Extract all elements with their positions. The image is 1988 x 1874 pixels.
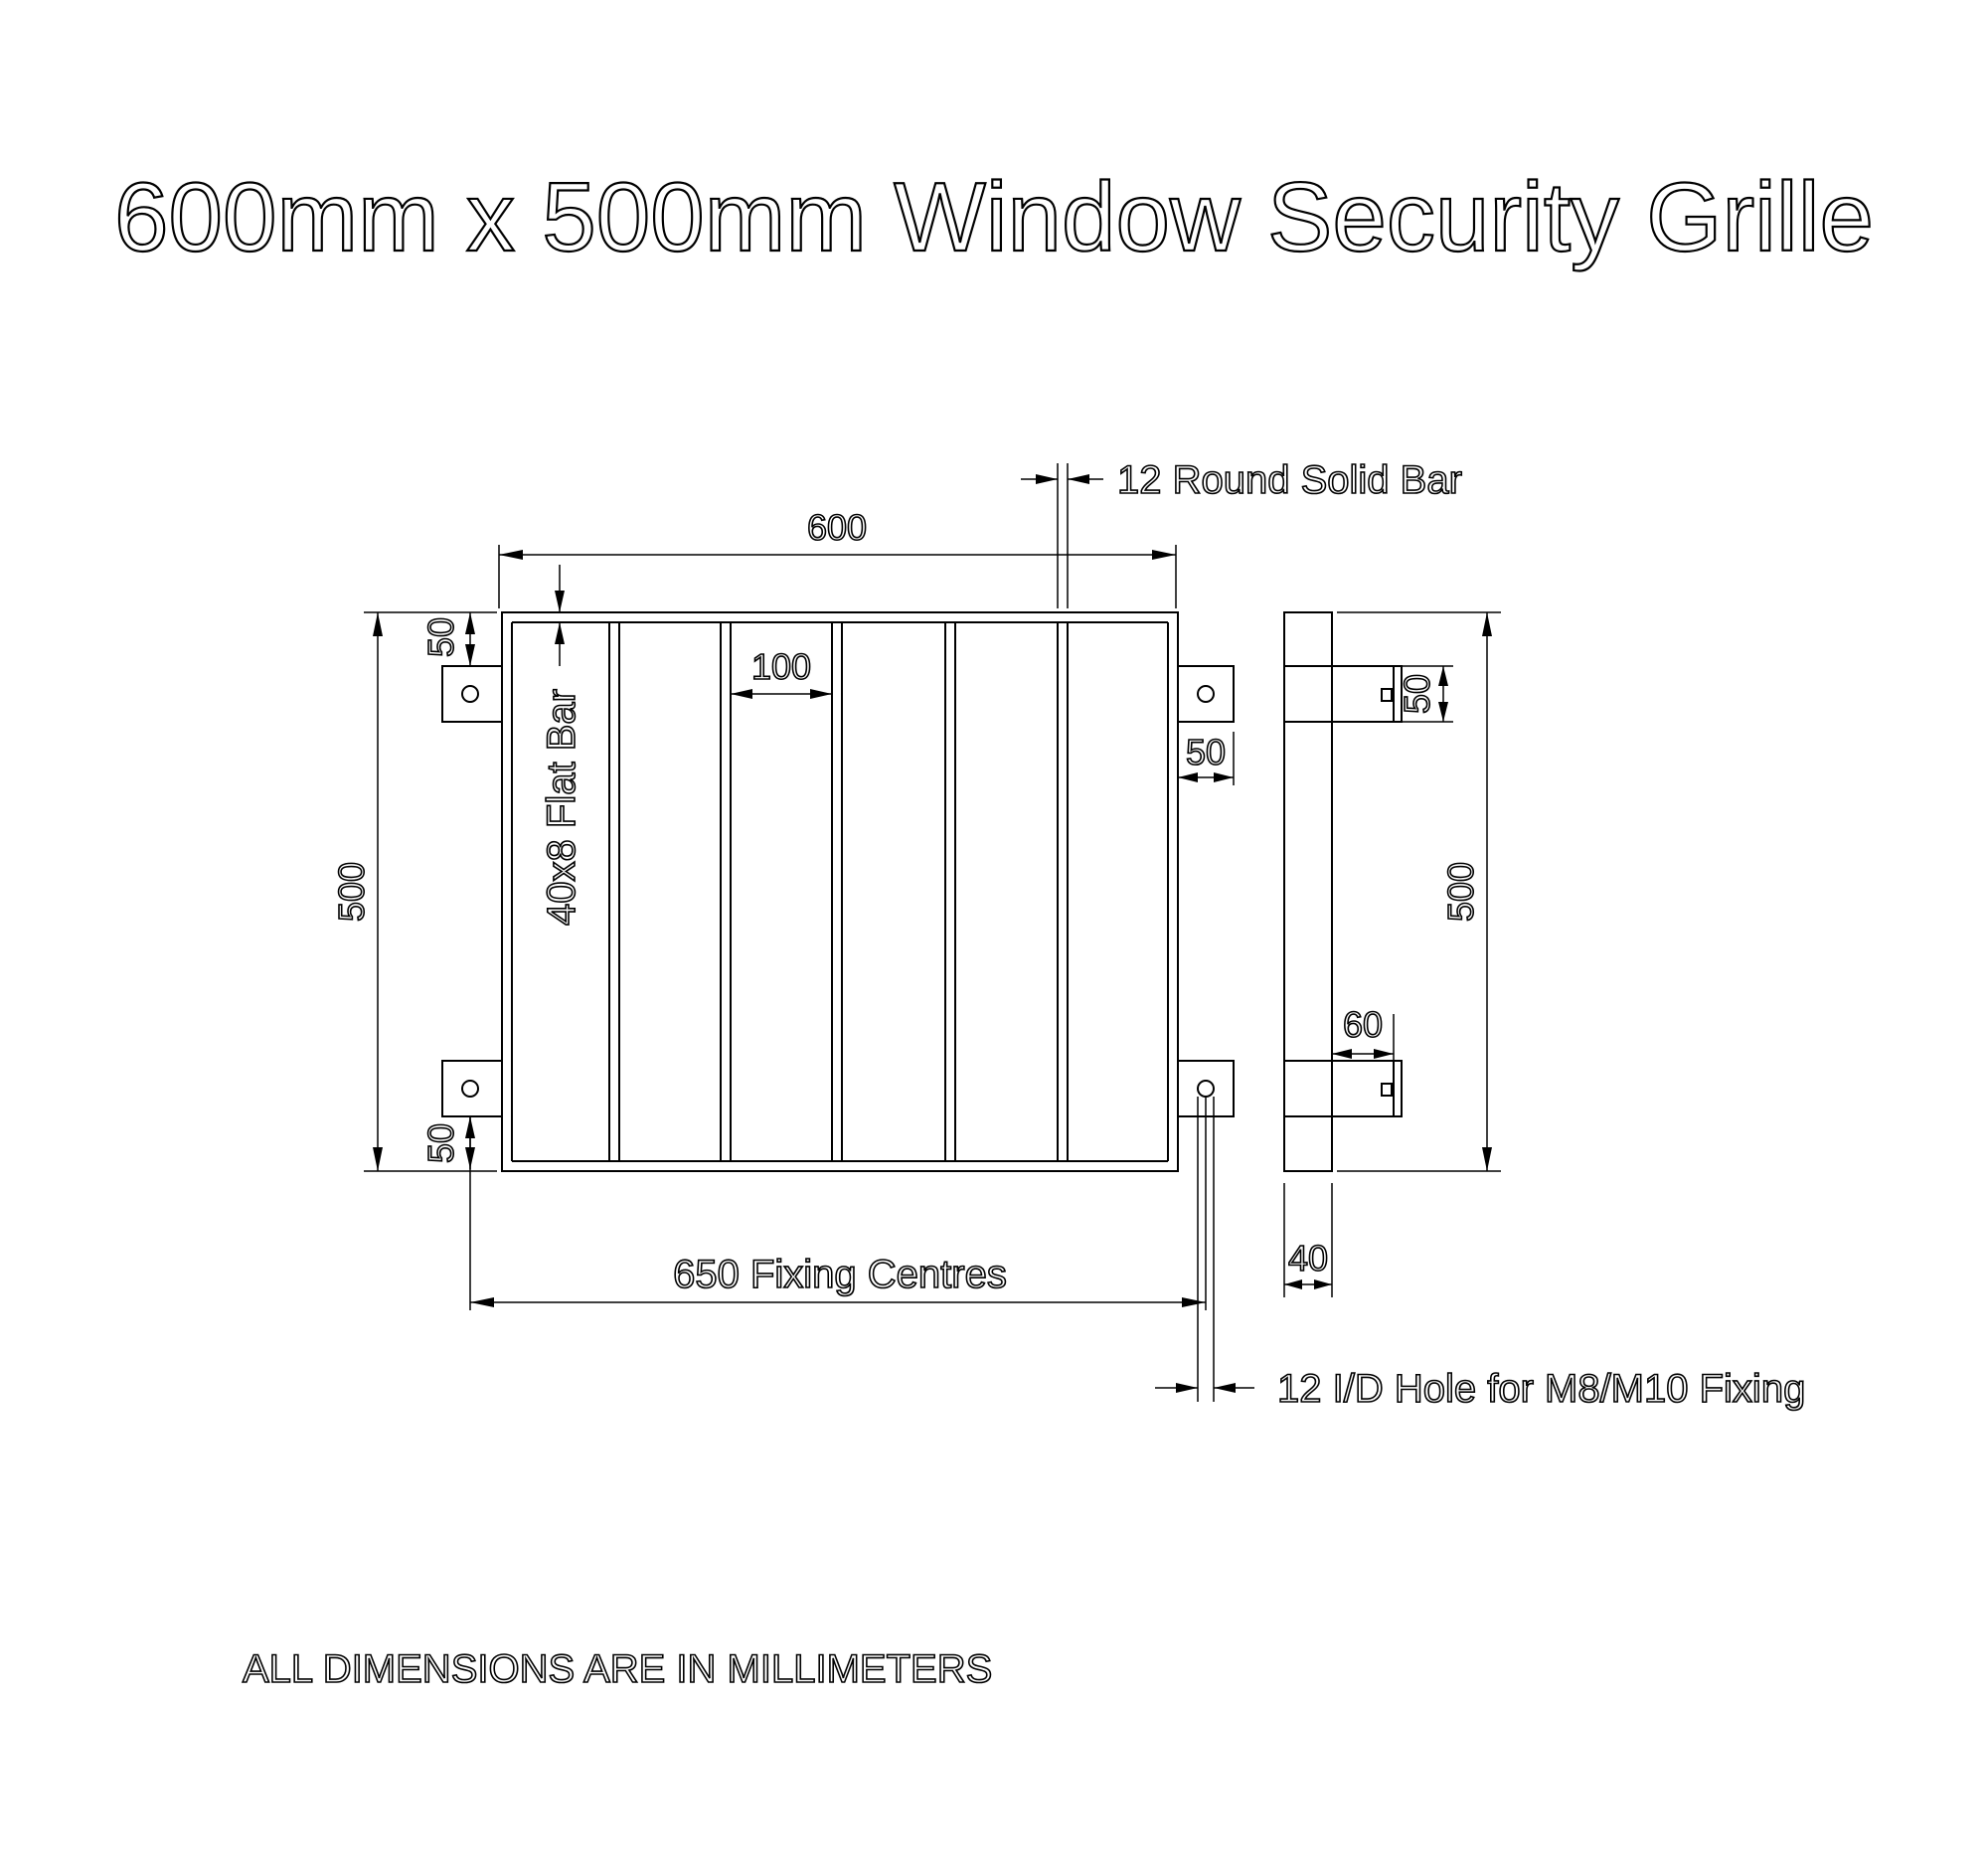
lug-bottom-left (442, 1061, 502, 1116)
side-frame-label: 40 (1287, 1238, 1329, 1278)
fixing-hole (462, 1081, 478, 1097)
fixing-hole (1198, 686, 1214, 702)
lug-top-left (442, 666, 502, 722)
vertical-bar (832, 622, 842, 1161)
dim-side-lug-50 (1397, 666, 1453, 722)
dim-top-offset-50 (420, 612, 475, 666)
side-lug-bottom (1394, 1061, 1402, 1116)
vertical-bar (609, 622, 619, 1161)
fixing-hole (462, 686, 478, 702)
height-right-label: 500 (1440, 861, 1481, 923)
vertical-bar (945, 622, 955, 1161)
width-600-label: 600 (806, 507, 868, 548)
dim-bottom-offset-50 (420, 1116, 475, 1169)
bottom-offset-label: 50 (420, 1122, 461, 1164)
vertical-bar (1058, 622, 1068, 1161)
height-left-label: 500 (331, 861, 372, 923)
fixing-centres-label: 650 Fixing Centres (673, 1253, 1007, 1296)
dim-round-bar (1021, 458, 1462, 608)
dim-side-frame (1284, 1183, 1332, 1297)
round-bar-label: 12 Round Solid Bar (1117, 458, 1462, 502)
fixing-hole (1198, 1081, 1214, 1097)
dim-width-600 (499, 507, 1176, 608)
side-bracket-bottom (1284, 1061, 1394, 1116)
bar-spacing-label: 100 (750, 646, 812, 687)
vertical-bar (721, 622, 731, 1161)
vertical-bars (609, 622, 1068, 1161)
dim-side-depth (1332, 1004, 1394, 1061)
dim-bar-spacing (731, 646, 832, 699)
dim-flat-bar (540, 565, 583, 926)
frame-outer (502, 612, 1178, 1171)
lug-top-right (1178, 666, 1234, 722)
top-offset-label: 50 (420, 616, 461, 658)
dim-fixing-centres (470, 1097, 1206, 1310)
side-bolt-bottom (1382, 1084, 1392, 1096)
dim-fixing-hole (1155, 1097, 1805, 1411)
fixing-hole-label: 12 I/D Hole for M8/M10 Fixing (1277, 1367, 1806, 1411)
footer-note: ALL DIMENSIONS ARE IN MILLIMETERS (243, 1647, 993, 1691)
side-depth-label: 60 (1342, 1004, 1384, 1045)
side-frame (1284, 612, 1332, 1171)
drawing-title: 600mm x 500mm Window Security Grille (114, 162, 1874, 271)
side-bolt-top (1382, 689, 1392, 701)
side-bracket-top (1284, 666, 1394, 722)
dim-height-left (331, 612, 497, 1171)
lug-width-label: 50 (1185, 732, 1227, 772)
flat-bar-label: 40x8 Flat Bar (540, 689, 583, 926)
side-view (1284, 612, 1402, 1171)
side-lug-label: 50 (1397, 673, 1437, 715)
dim-lug-width (1178, 732, 1234, 785)
